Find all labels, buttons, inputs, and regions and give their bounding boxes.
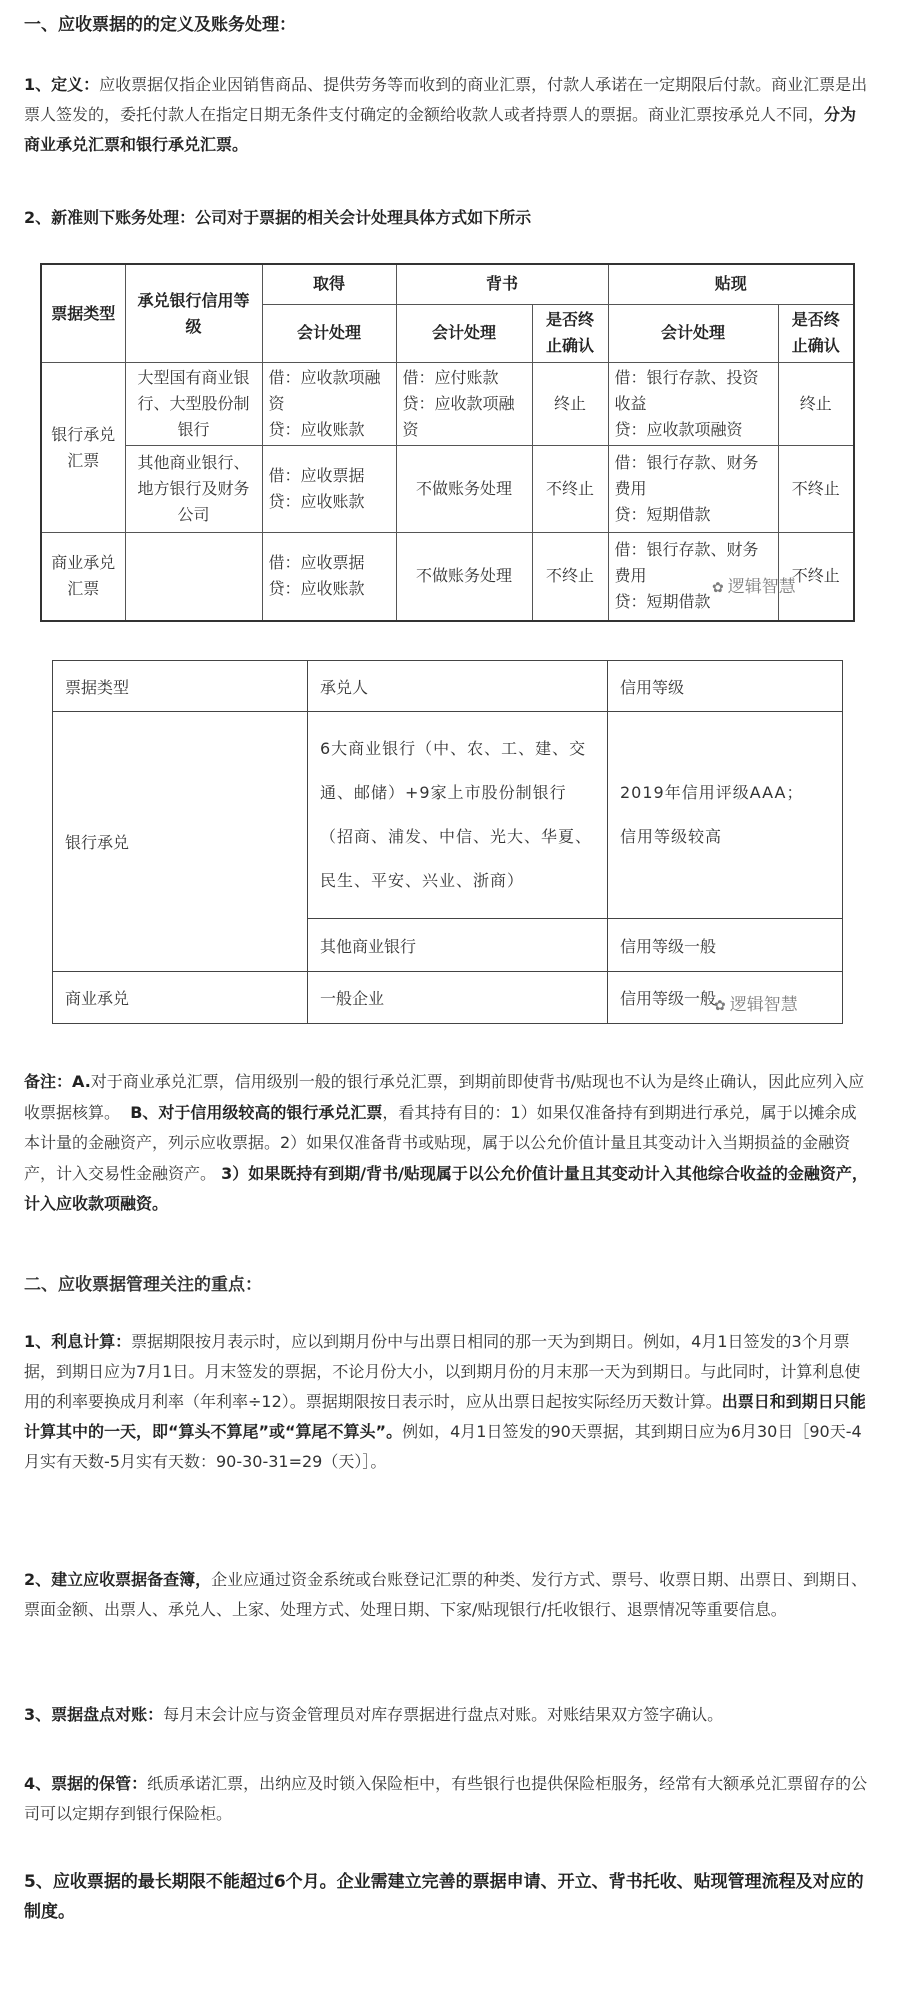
r3-endorse-term: 不终止 [532,532,608,621]
r1-discount-term: 终止 [778,363,854,446]
r2-endorse-term: 不终止 [532,446,608,532]
watermark-1: ✿ 逻辑智慧 [712,577,796,597]
th-endorse-term: 是否终止确认 [532,304,608,362]
note-b-label: B、对于信用级较高的银行承兑汇票 [130,1102,383,1122]
t2-commercial-acceptance: 商业承兑 [53,972,308,1024]
t2-h-acceptor: 承兑人 [308,661,608,712]
register-paragraph [24,1565,870,1625]
th-discount-term: 是否终止确认 [778,304,854,362]
r3-bank [125,532,262,621]
th-endorse: 背书 [396,264,608,304]
note-a-text: 对于商业承兑汇票，信用级别一般的银行承兑汇票，到期前即使背书/贴现也不认为是终止确认，因此应列入应收票据核算。 [24,1072,865,1122]
r3-discount-term: 不终止 [778,532,854,621]
th-get: 取得 [262,264,396,304]
rule-paragraph [24,203,870,233]
rule-text: 2、新准则下账务处理：公司对于票据的相关会计处理具体方式如下所示 [24,208,532,227]
note-c-bold: 3）如果既持有到期/背书/贴现属于以公允价值计量且其变动计入其他综合收益的金融资产，计入应收款项融资。 [24,1163,868,1213]
r2-endorse: 不做账务处理 [396,446,532,532]
r2-discount-term: 不终止 [778,446,854,532]
r1-endorse-term: 终止 [532,363,608,446]
credit-table [52,660,843,1024]
watermark-2: ✿ 逻辑智慧 [714,995,798,1015]
note-a-label: A. [72,1072,91,1091]
accounting-table [40,263,855,622]
commercial-acceptance-type: 商业承兑汇票 [41,532,125,621]
r1-discount: 借：银行存款、投资收益 贷：应收款项融资 [608,363,778,446]
register-label: 2、建立应收票据备查簿， [24,1570,212,1589]
th-bank-credit: 承兑银行信用等级 [125,264,262,363]
interest-bold: 出票日和到期日只能计算其中的一天，即“算头不算尾”或“算尾不算头”。 [24,1392,866,1441]
interest-paragraph [24,1327,870,1477]
definition-label: 1、定义： [24,75,100,94]
bank-acceptance-type: 银行承兑汇票 [41,363,125,533]
definition-text: 应收票据仅指企业因销售商品、提供劳务等而收到的商业汇票，付款人承诺在一定期限后付款。商业汇票是出票人签发的，委托付款人在指定日期无条件支付确定的金额给收款人或者持票人的票据。商业汇票按承兑人不同， [24,75,868,124]
section1-title: 一、应收票据的的定义及账务处理： [24,15,296,35]
interest-example: 例如，4月1日签发的90天票据，其到期日应为6月30日［90天-4月实有天数-5月实有天数：90-30-31=29（天）］。 [24,1422,862,1471]
note-b-text: ，看其持有目的：1）如果仅准备持有到期进行承兑，属于以摊余成本计量的金融资产，列示应收票据。2）如果仅准备背书或贴现，属于以公允价值计量且其变动计入当期损益的金融资产，计入交易性金融资产。 [24,1102,857,1183]
register-text: 企业应通过资金系统或台账登记汇票的种类、发行方式、票号、收票日期、出票日、到期日、票面金额、出票人、承兑人、上家、处理方式、处理日期、下家/贴现银行/托收银行、退票情况等重要信息。 [24,1570,868,1619]
t2-commercial-acceptor: 一般企业 [308,972,608,1024]
r3-get: 借：应收票据 贷：应收账款 [262,532,396,621]
t2-h-type: 票据类型 [53,661,308,712]
r3-endorse: 不做账务处理 [396,532,532,621]
custody-label: 4、票据的保管： [24,1774,148,1793]
watermark-logo-icon: ✿ [714,998,726,1014]
r2-get: 借：应收票据 贷：应收账款 [262,446,396,532]
interest-text: 票据期限按月表示时，应以到期月份中与出票日相同的那一天为到期日。例如，4月1日签发的3个月票据，到期日应为7月1日。月末签发的票据，不论月份大小，以到期月份的月末那一天为到期日。与此同时，计算利息使用的利率要换成月利率（年利率÷12）。票据期限按日表示时，应从出票日起按实际经历天数计算。 [24,1332,861,1411]
custody-paragraph [24,1769,870,1829]
max-term-text: 5、应收票据的最长期限不能超过6个月。企业需建立完善的票据申请、开立、背书托收、贴现管理流程及对应的制度。 [24,1872,864,1922]
r1-get: 借：应收款项融资 贷：应收账款 [262,363,396,446]
inventory-label: 3、票据盘点对账： [24,1705,164,1724]
interest-label: 1、利息计算： [24,1332,132,1351]
watermark-logo-icon: ✿ [712,580,724,596]
th-get-acct: 会计处理 [262,304,396,362]
inventory-paragraph [24,1700,870,1730]
t2-bank-acceptance: 银行承兑 [53,712,308,972]
r2-discount: 借：银行存款、财务费用 贷：短期借款 [608,446,778,532]
r1-endorse: 借：应付账款 贷：应收款项融资 [396,363,532,446]
definition-paragraph [24,70,870,160]
t2-bank-credit-2: 信用等级一般 [608,919,843,972]
custody-text: 纸质承诺汇票，出纳应及时锁入保险柜中，有些银行也提供保险柜服务，经常有大额承兑汇票留存的公司可以定期存到银行保险柜。 [24,1774,868,1823]
t2-bank-acceptor-2: 其他商业银行 [308,919,608,972]
th-type: 票据类型 [41,264,125,363]
th-discount: 贴现 [608,264,854,304]
th-endorse-acct: 会计处理 [396,304,532,362]
t2-bank-acceptor-1: 6大商业银行（中、农、工、建、交通、邮储）+9家上市股份制银行（招商、浦发、中信、光大、华夏、民生、平安、兴业、浙商） [308,712,608,919]
definition-bold: 分为商业承兑汇票和银行承兑汇票。 [24,105,857,154]
note-paragraph [24,1067,870,1220]
r1-bank: 大型国有商业银行、大型股份制银行 [125,363,262,446]
t2-h-credit: 信用等级 [608,661,843,712]
th-discount-acct: 会计处理 [608,304,778,362]
t2-bank-credit-1: 2019年信用评级AAA； 信用等级较高 [608,712,843,919]
inventory-text: 每月末会计应与资金管理员对库存票据进行盘点对账。对账结果双方签字确认。 [163,1705,724,1724]
section2-title: 二、应收票据管理关注的重点： [24,1275,262,1295]
r2-bank: 其他商业银行、地方银行及财务公司 [125,446,262,532]
r3-discount: 借：银行存款、财务费用 贷：短期借款 [608,532,778,621]
max-term-paragraph [24,1867,870,1927]
t2-commercial-credit: 信用等级一般 [608,972,843,1024]
note-label: 备注： [24,1072,73,1091]
